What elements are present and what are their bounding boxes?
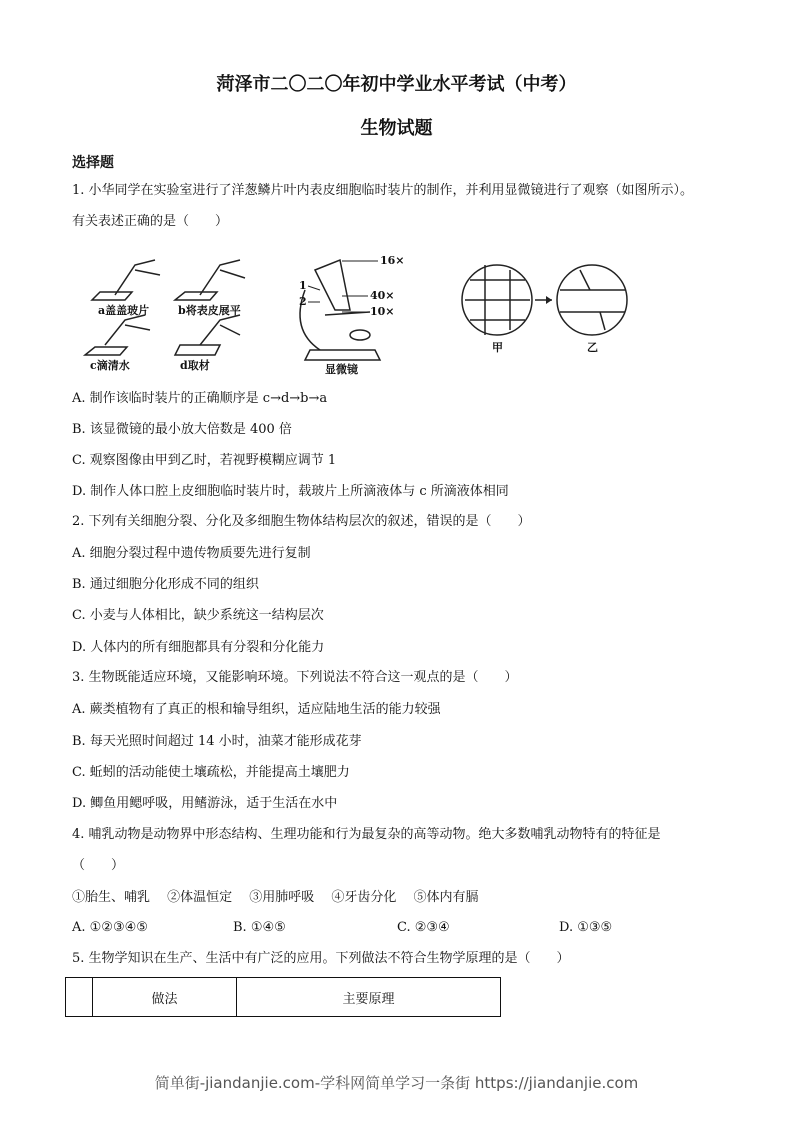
figure-label-eyepiece: 16×: [380, 254, 405, 267]
figure-label-yi: 乙: [587, 341, 598, 354]
q3-option-c: C. 蚯蚓的活动能使土壤疏松，并能提高土壤肥力: [72, 765, 350, 780]
figure-drawings: [80, 250, 640, 380]
q3-option-d: D. 鲫鱼用鳃呼吸，用鳍游泳，适于生活在水中: [72, 796, 338, 811]
table-header-index: [66, 978, 93, 1017]
q1-option-c: C. 观察图像由甲到乙时，若视野模糊应调节 1: [72, 453, 337, 468]
q3-option-a: A. 蕨类植物有了真正的根和输导组织，适应陆地生活的能力较强: [72, 702, 441, 717]
q5-stem: 5. 生物学知识在生产、生活中有广泛的应用。下列做法不符合生物学原理的是（ ）: [72, 951, 570, 966]
q4-stem-2: （ ）: [72, 858, 125, 873]
q2-option-a: A. 细胞分裂过程中遗传物质要先进行复制: [72, 546, 311, 561]
figure-label-a: a盖盖玻片: [98, 304, 150, 317]
q1-stem: 1. 小华同学在实验室进行了洋葱鳞片叶内表皮细胞临时装片的制作，并利用显微镜进行了观察（如图所示）。: [72, 183, 694, 198]
figure-label-b: b将表皮展平: [178, 304, 241, 317]
q1-option-d: D. 制作人体口腔上皮细胞临时装片时，载玻片上所滴液体与 c 所滴液体相同: [72, 484, 509, 499]
q5-table: [65, 977, 501, 1017]
q4-option-c: C. ②③④: [397, 920, 450, 935]
q2-stem: 2. 下列有关细胞分裂、分化及多细胞生物体结构层次的叙述，错误的是（ ）: [72, 514, 531, 529]
table-header-principle: 主要原理: [237, 978, 501, 1017]
q2-option-b: B. 通过细胞分化形成不同的组织: [72, 577, 259, 592]
page-title: 菏泽市二〇二〇年初中学业水平考试（中考）: [216, 74, 577, 95]
q4-option-d: D. ①③⑤: [559, 920, 613, 935]
q3-option-b: B. 每天光照时间超过 14 小时，油菜才能形成花芽: [72, 734, 362, 749]
q3-stem: 3. 生物既能适应环境，又能影响环境。下列说法不符合这一观点的是（ ）: [72, 670, 518, 685]
figure-label-1: 1: [299, 279, 307, 292]
q2-option-c: C. 小麦与人体相比，缺少系统这一结构层次: [72, 608, 324, 623]
q1-figure: [80, 250, 640, 380]
q1-option-a: A. 制作该临时装片的正确顺序是 c→d→b→a: [72, 391, 328, 406]
page-footer: 简单街-jiandanjie.com-学科网简单学习一条街 https://jiandanjie.com: [154, 1074, 639, 1092]
figure-label-2: 2: [299, 295, 307, 308]
page-subtitle: 生物试题: [360, 118, 433, 139]
figure-label-jia: 甲: [492, 341, 503, 354]
figure-label-objective-40: 40×: [370, 289, 395, 302]
figure-label-microscope: 显微镜: [325, 363, 358, 376]
table-header-row: [66, 978, 501, 1017]
q2-option-d: D. 人体内的所有细胞都具有分裂和分化能力: [72, 640, 325, 655]
q4-option-a: A. ①②③④⑤: [72, 920, 148, 935]
table-header-practice: 做法: [93, 978, 237, 1017]
q1-stem-2: 有关表述正确的是（ ）: [72, 214, 229, 229]
figure-label-d: d取材: [180, 359, 210, 372]
q4-stem: 4. 哺乳动物是动物界中形态结构、生理功能和行为最复杂的高等动物。绝大多数哺乳动物特有的特征是: [72, 827, 661, 842]
figure-label-c: c滴清水: [90, 359, 130, 372]
q4-items: ①胎生、哺乳 ②体温恒定 ③用肺呼吸 ④牙齿分化 ⑤体内有膈: [72, 890, 479, 905]
q1-option-b: B. 该显微镜的最小放大倍数是 400 倍: [72, 422, 292, 437]
figure-label-objective-10: 10×: [370, 305, 395, 318]
section-heading: 选择题: [72, 155, 114, 171]
q4-option-b: B. ①④⑤: [233, 920, 286, 935]
